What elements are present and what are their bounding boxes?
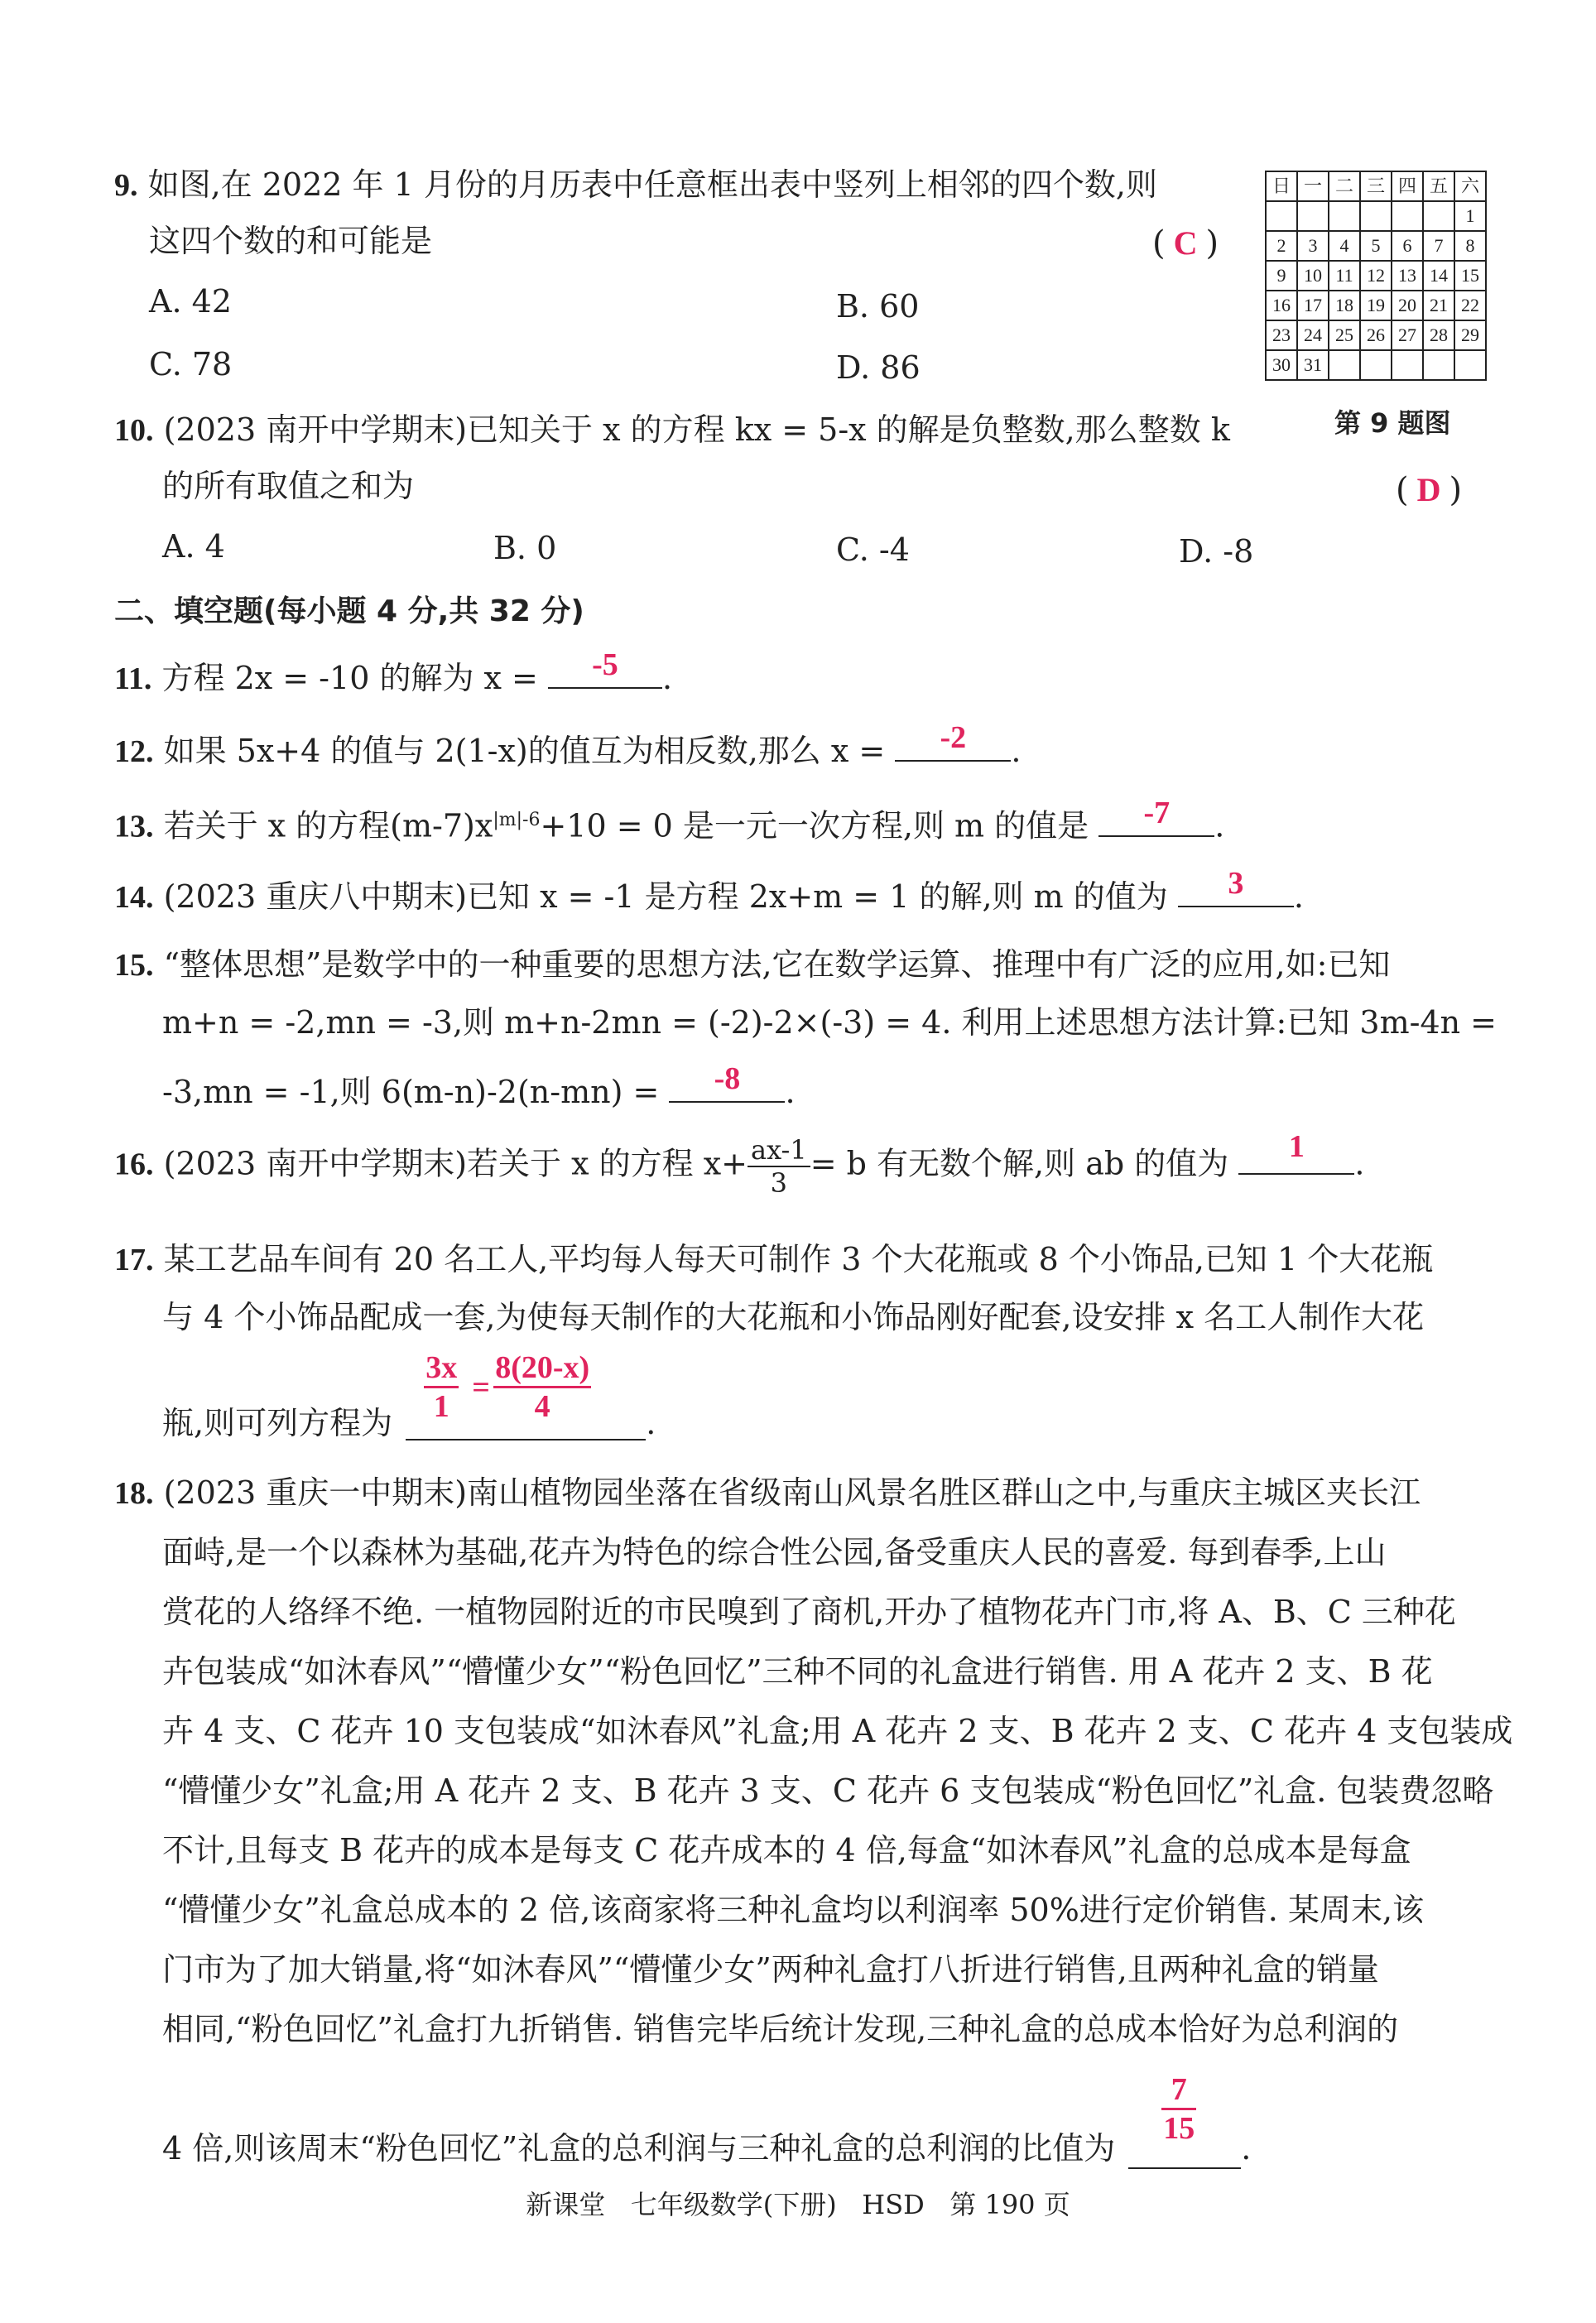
q12-text: 如果 5x+4 的值与 2(1-x)的值互为相反数,那么 x = — [163, 733, 886, 769]
q16-frac-denominator: 3 — [770, 1167, 788, 1199]
q18-text-line: (2023 重庆一中期末)南山植物园坐落在省级南山风景名胜区群山之中,与重庆主城区夹长江 — [163, 1474, 1421, 1511]
calendar-cell — [1423, 350, 1454, 380]
calendar-cell — [1360, 350, 1392, 380]
calendar-header-row — [1266, 171, 1486, 201]
q13-period: . — [1214, 807, 1225, 844]
q10-line1 — [114, 409, 1230, 451]
q11-blank — [548, 647, 662, 689]
q18-text-line: 相同,“粉色回忆”礼盒打九折销售. 销售完毕后统计发现,三种礼盒的总成本恰好为总利润的 — [162, 2011, 1399, 2047]
q16-period: . — [1354, 1145, 1365, 1182]
q9-number: 9. — [114, 168, 138, 203]
q18-last-line — [162, 2070, 1251, 2169]
q10-answer: D — [1416, 471, 1441, 508]
figure-caption: 第 9 题图 — [1334, 407, 1451, 439]
calendar-cell: 18 — [1329, 291, 1360, 320]
calendar-cell: 2 — [1266, 231, 1297, 261]
q14-text: (2023 重庆八中期末)已知 x = -1 是方程 2x+m = 1 的解,则 m 的值为 — [163, 878, 1168, 915]
q12-period: . — [1011, 733, 1022, 769]
calendar-header-cell: 五 — [1423, 171, 1454, 201]
q18-text-line: 赏花的人络绎不绝. 一植物园附近的市民嗅到了商机,开办了植物花卉门市,将 A、B、C 三种花 — [162, 1594, 1456, 1630]
q9-answer: C — [1173, 224, 1198, 262]
q17-line1 — [114, 1238, 1433, 1281]
q17-blank — [406, 1348, 646, 1440]
q15-line2: m+n = -2,mn = -3,则 m+n-2mn = (-2)-2×(-3) = 4. 利用上述思想方法计算:已知 3m-4n = — [162, 1004, 1497, 1041]
calendar-header-cell: 四 — [1392, 171, 1423, 201]
q10-option-d: D. -8 — [1179, 533, 1254, 570]
calendar-cell — [1329, 201, 1360, 231]
q15-period: . — [785, 1074, 796, 1110]
calendar-row — [1266, 201, 1486, 231]
q14-answer: 3 — [1228, 866, 1244, 901]
q11 — [114, 647, 673, 700]
q17-ans-right-den: 4 — [534, 1389, 550, 1424]
calendar-cell — [1392, 350, 1423, 380]
q17-ans-right-fraction — [493, 1349, 591, 1425]
calendar-cell: 27 — [1392, 320, 1423, 350]
q17-ans-right-num: 8(20-x) — [493, 1349, 591, 1388]
q10-answer-paren: ( D ) — [1396, 471, 1463, 509]
q17-ans-equals: = — [472, 1370, 490, 1405]
q15-answer: -8 — [714, 1061, 741, 1096]
calendar-header-cell: 一 — [1297, 171, 1329, 201]
q14-number: 14. — [114, 880, 154, 915]
q9-option-d: D. 86 — [836, 349, 921, 386]
q12-number: 12. — [114, 734, 154, 769]
q17-text-3: 瓶,则可列方程为 — [162, 1405, 393, 1441]
calendar-cell — [1266, 201, 1297, 231]
q10-option-a: A. 4 — [162, 528, 225, 565]
q10-option-b: B. 0 — [493, 530, 557, 566]
q11-number: 11. — [114, 661, 152, 696]
q18-text-last: 4 倍,则该周末“粉色回忆”礼盒的总利润与三种礼盒的总利润的比值为 — [162, 2130, 1116, 2167]
calendar-cell: 13 — [1392, 261, 1423, 291]
q17-ans-left-den: 1 — [433, 1389, 449, 1424]
calendar-cell: 25 — [1329, 320, 1360, 350]
q9-option-c: C. 78 — [149, 346, 233, 382]
q14-period: . — [1293, 878, 1304, 915]
q9-line1 — [114, 164, 1157, 206]
q17-ans-left-num: 3x — [424, 1349, 459, 1388]
calendar-cell: 14 — [1423, 261, 1454, 291]
q16 — [114, 1128, 1365, 1199]
q15-text-3: -3,mn = -1,则 6(m-n)-2(n-mn) = — [162, 1074, 660, 1110]
q17-ans-left-fraction — [424, 1349, 459, 1425]
calendar-header-cell: 六 — [1454, 171, 1486, 201]
q18-number: 18. — [114, 1476, 154, 1511]
calendar-cell: 6 — [1392, 231, 1423, 261]
q12-answer: -2 — [940, 720, 967, 755]
calendar-table — [1265, 171, 1487, 381]
q18-text-line: 面峙,是一个以森林为基础,花卉为特色的综合性公园,备受重庆人民的喜爱. 每到春季,上山 — [162, 1534, 1387, 1570]
page-footer: 新课堂 七年级数学(下册) HSD 第 190 页 — [526, 2189, 1070, 2220]
calendar-cell: 26 — [1360, 320, 1392, 350]
calendar-cell: 11 — [1329, 261, 1360, 291]
q17-line2: 与 4 个小饰品配成一套,为使每天制作的大花瓶和小饰品刚好配套,设安排 x 名工人制作大花 — [162, 1299, 1425, 1335]
calendar-cell: 17 — [1297, 291, 1329, 320]
q13-answer: -7 — [1143, 795, 1171, 830]
calendar-figure — [1265, 171, 1487, 381]
q17-number: 17. — [114, 1243, 154, 1277]
calendar-header-cell: 日 — [1266, 171, 1297, 201]
q18-line1 — [114, 1472, 1421, 1514]
q18-blank — [1128, 2070, 1241, 2169]
q10-line2: 的所有取值之和为 — [162, 468, 415, 504]
q9-answer-paren: ( C ) — [1152, 224, 1219, 262]
q13-number: 13. — [114, 809, 154, 844]
calendar-cell: 19 — [1360, 291, 1392, 320]
q15-text-1: “整体思想”是数学中的一种重要的思想方法,它在数学运算、推理中有广泛的应用,如:已知 — [163, 946, 1391, 983]
calendar-row — [1266, 350, 1486, 380]
q9-text: 如图,在 2022 年 1 月份的月历表中任意框出表中竖列上相邻的四个数,则 — [147, 166, 1157, 203]
calendar-cell: 12 — [1360, 261, 1392, 291]
q9-option-b: B. 60 — [836, 288, 920, 325]
calendar-cell: 5 — [1360, 231, 1392, 261]
q17-text-1: 某工艺品车间有 20 名工人,平均每人每天可制作 3 个大花瓶或 8 个小饰品,已知 1 个大花瓶 — [163, 1241, 1434, 1277]
q13 — [114, 795, 1225, 848]
calendar-cell — [1297, 201, 1329, 231]
calendar-cell: 22 — [1454, 291, 1486, 320]
calendar-cell — [1392, 201, 1423, 231]
q13-text-mid: +10 = 0 是一元一次方程,则 m 的值是 — [540, 807, 1089, 844]
calendar-cell: 23 — [1266, 320, 1297, 350]
q18-text-line: 不计,且每支 B 花卉的成本是每支 C 花卉成本的 4 倍,每盒“如沐春风”礼盒的总成本是每盒 — [162, 1832, 1411, 1868]
q15-line1 — [114, 944, 1390, 986]
q18-ans-fraction — [1161, 2071, 1196, 2147]
calendar-cell — [1423, 201, 1454, 231]
q16-answer: 1 — [1288, 1128, 1305, 1164]
calendar-row — [1266, 291, 1486, 320]
calendar-cell: 9 — [1266, 261, 1297, 291]
q18-text-line: 门市为了加大销量,将“如沐春风”“懵懂少女”两种礼盒打八折进行销售,且两种礼盒的销量 — [162, 1951, 1379, 1988]
calendar-cell: 31 — [1297, 350, 1329, 380]
q14 — [114, 866, 1304, 918]
calendar-cell: 4 — [1329, 231, 1360, 261]
q11-period: . — [661, 660, 673, 696]
calendar-header-cell: 三 — [1360, 171, 1392, 201]
q14-blank — [1178, 866, 1294, 907]
q18-text-line: 卉 4 支、C 花卉 10 支包装成“如沐春风”礼盒;用 A 花卉 2 支、B 花卉 2 支、C 花卉 4 支包装成 — [162, 1713, 1513, 1749]
q13-exponent: |m|-6 — [493, 810, 541, 830]
q16-fraction — [748, 1134, 810, 1199]
q16-number: 16. — [114, 1147, 154, 1182]
q17-period: . — [646, 1405, 656, 1441]
calendar-cell: 8 — [1454, 231, 1486, 261]
q12 — [114, 720, 1022, 772]
calendar-cell: 29 — [1454, 320, 1486, 350]
q11-text: 方程 2x = -10 的解为 x = — [161, 660, 538, 696]
q10-number: 10. — [114, 413, 154, 448]
calendar-cell: 1 — [1454, 201, 1486, 231]
q16-text-pre: (2023 南开中学期末)若关于 x 的方程 x+ — [163, 1145, 748, 1182]
q9-option-a: A. 42 — [149, 283, 232, 320]
q15-blank — [669, 1061, 785, 1103]
q9-line2: 这四个数的和可能是 — [149, 223, 433, 259]
calendar-cell: 15 — [1454, 261, 1486, 291]
calendar-cell: 21 — [1423, 291, 1454, 320]
q15-line3 — [162, 1061, 796, 1113]
calendar-cell: 20 — [1392, 291, 1423, 320]
q18-text-line: 卉包装成“如沐春风”“懵懂少女”“粉色回忆”三种不同的礼盒进行销售. 用 A 花卉 2 支、B 花 — [162, 1653, 1433, 1690]
q13-text-pre: 若关于 x 的方程(m-7)x — [163, 807, 493, 844]
calendar-row — [1266, 320, 1486, 350]
q18-text-line: “懵懂少女”礼盒总成本的 2 倍,该商家将三种礼盒均以利润率 50%进行定价销售. 某周末,该 — [162, 1892, 1425, 1928]
q10-text: (2023 南开中学期末)已知关于 x 的方程 kx = 5-x 的解是负整数,那么整数 k — [163, 411, 1230, 448]
calendar-row — [1266, 231, 1486, 261]
calendar-cell: 24 — [1297, 320, 1329, 350]
calendar-cell: 7 — [1423, 231, 1454, 261]
q18-ans-num: 7 — [1161, 2071, 1196, 2110]
calendar-cell: 28 — [1423, 320, 1454, 350]
section-title: 二、填空题(每小题 4 分,共 32 分) — [114, 594, 584, 628]
q17-line3 — [162, 1348, 656, 1440]
q18-ans-den: 15 — [1163, 2111, 1195, 2146]
q16-blank — [1238, 1128, 1354, 1175]
calendar-cell: 3 — [1297, 231, 1329, 261]
q18-text-line: “懵懂少女”礼盒;用 A 花卉 2 支、B 花卉 3 支、C 花卉 6 支包装成“粉色回忆”礼盒. 包装费忽略 — [162, 1772, 1494, 1809]
calendar-cell — [1360, 201, 1392, 231]
q11-answer: -5 — [592, 647, 618, 682]
q12-blank — [895, 720, 1011, 762]
calendar-cell — [1454, 350, 1486, 380]
calendar-row — [1266, 261, 1486, 291]
calendar-cell: 10 — [1297, 261, 1329, 291]
q10-option-c: C. -4 — [836, 531, 910, 568]
calendar-cell: 30 — [1266, 350, 1297, 380]
q16-text-mid: = b 有无数个解,则 ab 的值为 — [810, 1145, 1229, 1182]
calendar-header-cell: 二 — [1329, 171, 1360, 201]
calendar-cell — [1329, 350, 1360, 380]
calendar-cell: 16 — [1266, 291, 1297, 320]
q18-period: . — [1241, 2130, 1252, 2167]
q13-blank — [1098, 795, 1214, 837]
q16-frac-numerator: ax-1 — [748, 1134, 810, 1167]
q15-number: 15. — [114, 948, 154, 983]
